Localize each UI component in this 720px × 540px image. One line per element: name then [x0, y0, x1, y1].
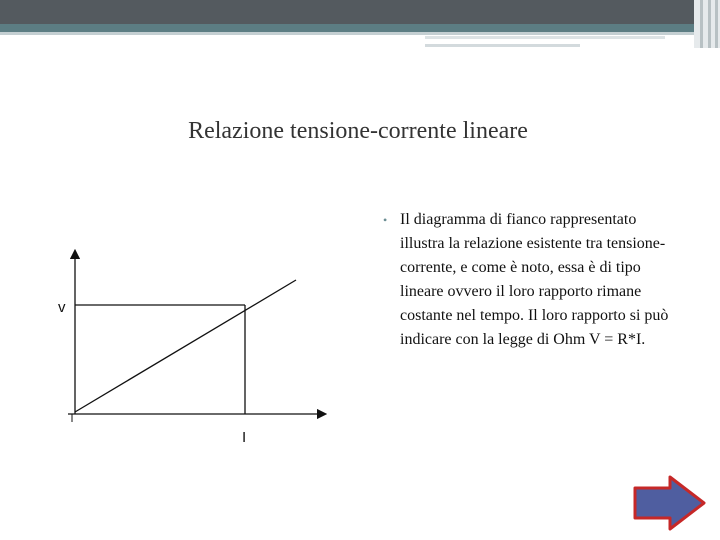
- bullet-icon: •: [383, 213, 388, 227]
- v-axis-label: v: [58, 299, 66, 316]
- bullet-text: Il diagramma di fianco rappresentato illustra la relazione esistente tra tensione-corrente, e come è noto, essa è di tipo lineare ovvero il loro rapporto rimane costante nel tempo. Il loro rapporto si può indicare con la legge di Ohm V = R*I.: [400, 211, 669, 348]
- right-arrow-icon: [635, 477, 704, 529]
- slide-title: Relazione tensione-corrente lineare: [188, 118, 528, 144]
- i-axis-label: I: [242, 429, 247, 446]
- next-slide-button[interactable]: [632, 474, 708, 532]
- characteristic-line: [75, 280, 296, 412]
